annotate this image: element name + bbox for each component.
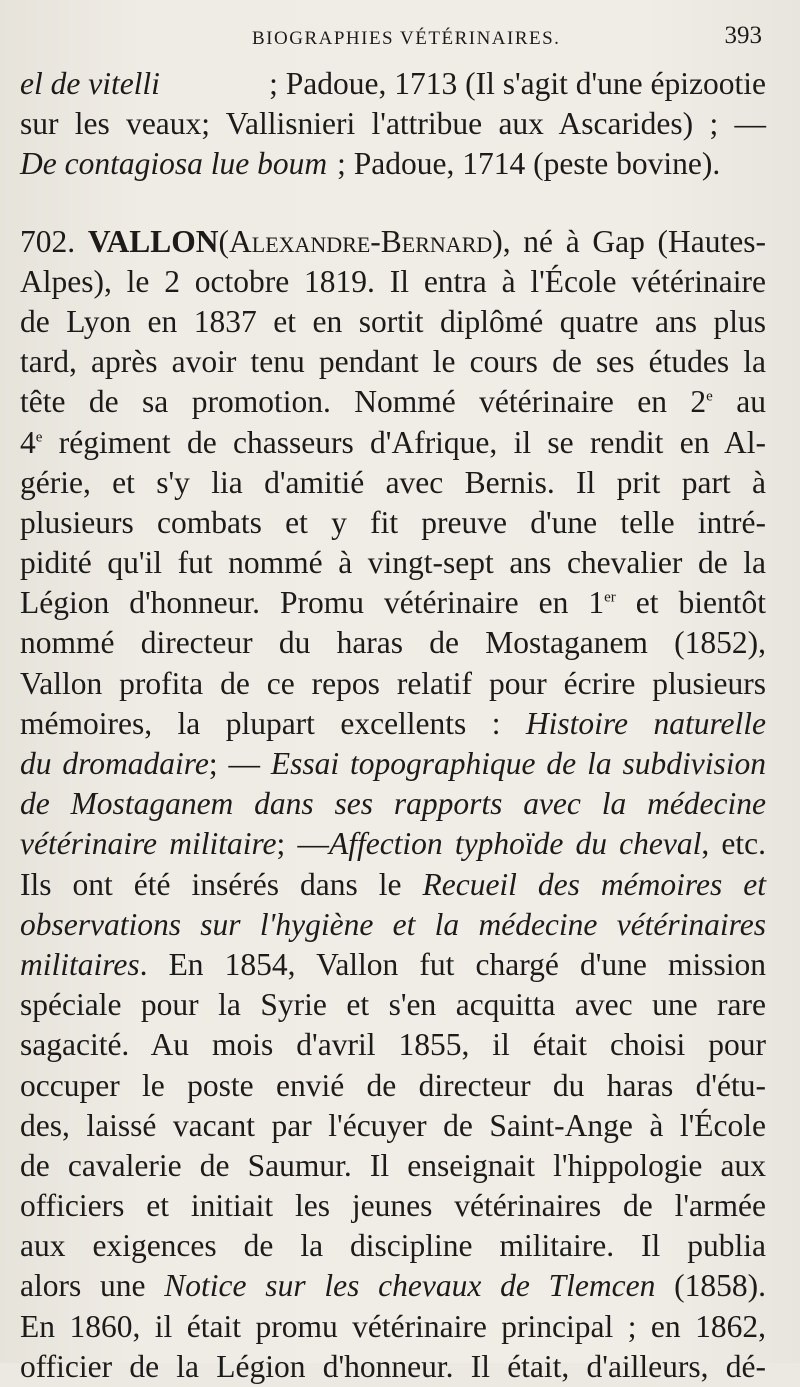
text-segment	[20, 824, 766, 864]
text-segment: aux exigences de la discipline militaire. Il publia	[20, 1228, 766, 1264]
text-part: Légion d'honneur. Promu vétérinaire en 1	[20, 585, 605, 621]
text-part: , etc.	[701, 826, 766, 862]
book-title: observations sur l'hygiène et la médecine vétérinaires	[20, 906, 766, 942]
text-segment: tard, après avoir tenu pendant le cours de ses études la	[20, 344, 766, 380]
text-segment: ; Padoue, 1714 (peste bovine).	[337, 146, 721, 182]
text-part: et bientôt	[615, 585, 766, 621]
text-line	[20, 302, 766, 342]
text-segment: de cavalerie de Saumur. Il enseignait l'hippologie aux	[20, 1147, 766, 1183]
biography-entry-702	[20, 222, 766, 1387]
text-segment: officiers et initiait les jeunes vétérinaires de l'armée	[20, 1188, 766, 1224]
text-segment: sur les veaux; Vallisnieri l'attribue aux Ascarides) ; —	[20, 106, 766, 142]
text-part: ; —	[276, 826, 329, 862]
book-title: vétérinaire militaire	[20, 826, 277, 862]
text-part: mémoires, la plupart excellents :	[20, 705, 526, 741]
book-title: du dromadaire	[20, 746, 209, 781]
paragraph-continued	[20, 64, 766, 185]
superscript: e	[35, 429, 43, 445]
text-segment	[20, 865, 766, 905]
entry-heading	[20, 222, 766, 262]
book-title: Recueil des mémoires et	[422, 866, 766, 902]
text-segment: officier de la Légion d'honneur. Il était, d'ailleurs, dé-	[20, 1348, 766, 1384]
text-line	[20, 865, 766, 905]
text-line	[20, 342, 766, 382]
page-header	[20, 0, 766, 56]
text-part: 4	[20, 424, 36, 460]
entry-surname: VALLON	[87, 223, 219, 259]
text-line	[20, 543, 766, 583]
text-line	[20, 423, 766, 463]
text-line	[20, 824, 766, 864]
superscript: e	[706, 388, 713, 405]
book-title: De contagiosa lue boum	[20, 146, 328, 182]
text-line	[20, 1025, 766, 1065]
text-segment: spéciale pour la Syrie et s'en acquitta avec une rare	[20, 987, 766, 1023]
text-segment: de Lyon en 1837 et en sortit diplômé quatre ans plus	[20, 303, 766, 339]
book-title: militaires	[20, 946, 140, 982]
text-segment	[20, 704, 766, 744]
page-body	[20, 64, 766, 1387]
text-segment: nommé directeur du haras de Mostaganem (1852),	[20, 625, 766, 661]
text-part: Ils ont été insérés dans le	[20, 866, 423, 902]
text-line	[20, 1347, 766, 1387]
text-part: au	[712, 384, 767, 420]
text-segment: occuper le poste envié de directeur du haras d'étu-	[20, 1067, 766, 1103]
text-part: régiment de chasseurs d'Afrique, il se rendit en Al-	[42, 424, 766, 460]
text-line	[20, 104, 766, 144]
text-line	[20, 1226, 766, 1266]
text-segment: Vallon profita de ce repos relatif pour écrire plusieurs	[20, 665, 766, 701]
text-segment	[20, 583, 766, 623]
text-segment	[20, 423, 766, 463]
text-segment	[20, 945, 766, 985]
text-line	[20, 382, 766, 422]
text-part: tête de sa promotion. Nommé vétérinaire en 2	[20, 384, 707, 420]
text-part: ; —	[208, 746, 271, 781]
superscript: er	[604, 589, 616, 606]
text-line	[20, 1066, 766, 1106]
text-segment	[20, 744, 766, 784]
book-title: el de vitelli	[20, 66, 160, 101]
book-title: Affection typhoïde du cheval	[328, 826, 702, 862]
text-segment: En 1860, il était promu vétérinaire principal ; en 1862,	[20, 1308, 766, 1344]
text-line	[20, 744, 766, 784]
text-part: . En 1854, Vallon fut chargé d'une mission	[139, 946, 766, 982]
text-line	[20, 503, 766, 543]
text-line	[20, 784, 766, 824]
text-line	[20, 623, 766, 663]
text-segment: ; Padoue, 1713 (Il s'agit d'une épizootie	[269, 66, 766, 101]
text-segment: Alpes), le 2 octobre 1819. Il entra à l'École vétérinaire	[20, 263, 766, 299]
page-number: 393	[724, 22, 762, 49]
book-title: de Mostaganem dans ses rapports avec la médecine	[20, 786, 766, 822]
text-line	[20, 664, 766, 704]
entry-given-names: (Alexandre-Bernard)	[218, 223, 503, 259]
text-segment: des, laissé vacant par l'écuyer de Saint-Ange à l'École	[20, 1107, 766, 1143]
book-title: Histoire naturelle	[525, 705, 766, 741]
text-line	[20, 64, 766, 104]
text-line	[20, 463, 766, 503]
text-line	[20, 222, 766, 262]
text-line	[20, 1106, 766, 1146]
text-line	[20, 1266, 766, 1306]
entry-number: 702.	[20, 223, 76, 259]
text-part: (1858).	[655, 1268, 767, 1304]
running-title: BIOGRAPHIES VÉTÉRINAIRES.	[252, 28, 561, 49]
text-segment: pidité qu'il fut nommé à vingt-sept ans chevalier de la	[20, 545, 766, 581]
text-line	[20, 905, 766, 945]
book-title: Essai topographique de la subdivision	[270, 746, 766, 781]
text-line	[20, 583, 766, 623]
text-segment	[20, 382, 766, 422]
text-segment: , né à Gap (Hautes-	[502, 223, 766, 259]
text-line	[20, 1186, 766, 1226]
text-segment: sagacité. Au mois d'avril 1855, il était choisi pour	[20, 1027, 766, 1063]
text-line	[20, 144, 766, 184]
text-line	[20, 945, 766, 985]
text-line	[20, 1307, 766, 1347]
book-title: Notice sur les chevaux de Tlemcen	[164, 1268, 656, 1304]
text-part: alors une	[20, 1268, 165, 1304]
text-segment	[20, 1266, 766, 1306]
text-line	[20, 262, 766, 302]
text-segment: gérie, et s'y lia d'amitié avec Bernis. Il prit part à	[20, 464, 766, 500]
text-segment: plusieurs combats et y fit preuve d'une telle intré-	[20, 504, 766, 540]
text-line	[20, 704, 766, 744]
text-line	[20, 1146, 766, 1186]
text-line	[20, 985, 766, 1025]
